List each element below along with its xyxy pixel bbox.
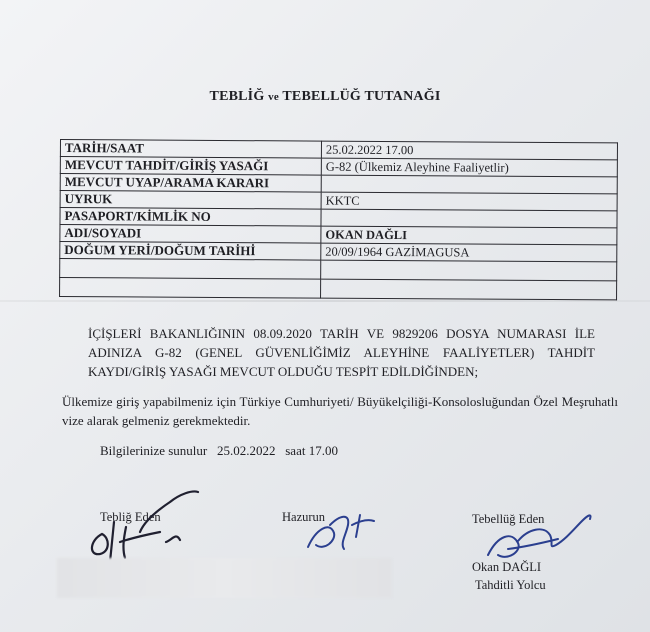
title-ve: ve [268,91,279,103]
row-value [321,209,617,228]
title-part1: TEBLİĞ [209,89,265,104]
row-label: DOĞUM YERİ/DOĞUM TARİHİ [60,242,321,261]
row-label: ADI/SOYADI [60,225,321,244]
teblig-eden-label: Tebliğ Eden [100,510,161,524]
hazurun-signature [300,485,390,565]
row-value: G-82 (Ülkemiz Aleyhine Faaliyetlir) [321,158,617,177]
notice-paragraph: İÇİŞLERİ BAKANLIĞININ 08.09.2020 TARİH VE 9829206 DOSYA NUMARASI İLE ADINIZA G-82 (GENEL GÜVENLİĞİMİZ ALEYHİNE FAALİYETLER) TAHDİT KAYDI/GİRİŞ YASAĞI MEVCUT OLDUĞU TESPİT EDİLDİĞİNDEN; [88,326,595,379]
paper-crease [0,300,650,302]
visa-paragraph: Ülkemize giriş yapabilmeniz için Türkiye Cumhuriyeti/ Büyükelçiliği-Konsolosluğundan Özel Meşruhatlı vize alarak gelmeniz gerekmektedir. [62,394,618,428]
document-title [0,89,650,105]
row-value [321,175,617,194]
row-value: KKTC [321,192,617,211]
title-part2: TEBELLÜĞ TUTANAĞI [282,89,441,104]
tebellug-eden-label: Tebellüğ Eden [472,512,545,526]
row-value [321,279,617,300]
row-value: 20/09/1964 GAZİMAGUSA [321,243,617,262]
notice-text: Bilgilerinize sunulur [100,443,208,458]
recipient-name: Okan DAĞLI [472,560,542,574]
row-label: MEVCUT UYAP/ARAMA KARARI [60,174,321,193]
redacted-area [57,558,392,598]
notice-date: 25.02.2022 [216,443,276,458]
row-label: TARİH/SAAT [60,140,321,159]
row-value: OKAN DAĞLI [321,226,617,245]
info-table [59,139,618,300]
row-value [321,260,617,281]
row-label: UYRUK [60,191,321,210]
notice-time: saat 17.00 [285,443,338,458]
row-label [60,278,321,299]
tebellug-signature [478,495,598,580]
row-label [60,259,321,280]
table-row [60,278,617,300]
row-value: 25.02.2022 17.00 [321,141,617,160]
row-label: PASAPORT/KİMLİK NO [60,208,321,227]
recipient-role: Tahditli Yolcu [475,578,546,592]
row-label: MEVCUT TAHDİT/GİRİŞ YASAĞI [60,157,321,176]
notice-line [100,441,338,460]
hazurun-label: Hazurun [282,510,326,524]
